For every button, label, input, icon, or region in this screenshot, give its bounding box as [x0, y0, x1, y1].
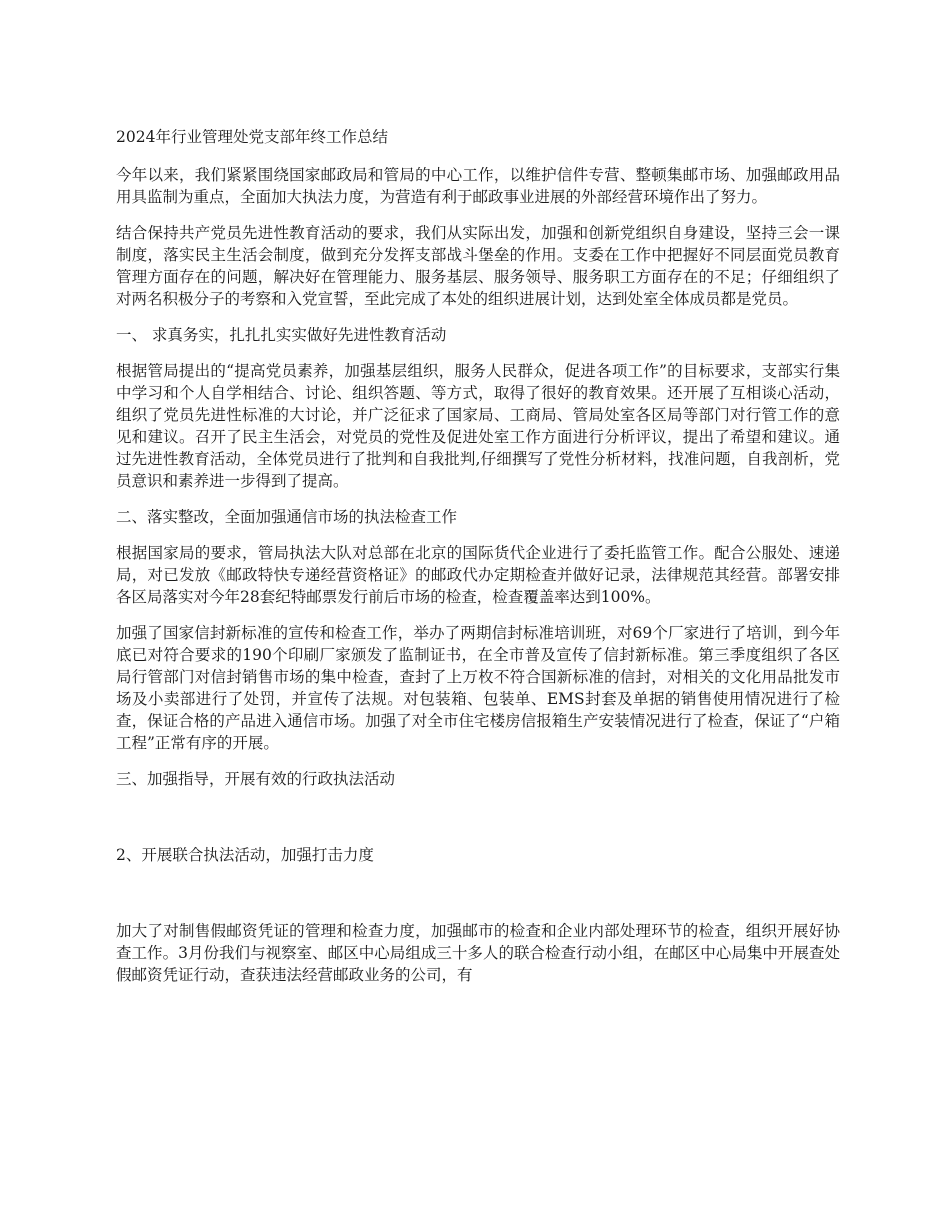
section-2-paragraph-2: 加强了国家信封新标准的宣传和检查工作，举办了两期信封标准培训班，对69个厂家进行了培训，到今年底已对符合要求的190个印刷厂家颁发了监制证书，在全市普及宣传了信封新标准。第三季度组织了各区局行管部门对信封销售市场的集中检查，查封了上万枚不符合国新标准的信封，对相关的文化用品批发市场及小卖部进行了处罚，并宣传了法规。对包装箱、包装单、EMS封套及单据的销售使用情况进行了检查，保证合格的产品进入通信市场。加强了对全市住宅楼房信报箱生产安装情况进行了检查，保证了“户箱工程”正常有序的开展。: [116, 624, 840, 752]
document-title: 2024年行业管理处党支部年终工作总结: [116, 128, 388, 146]
section-2-paragraph-1: 根据国家局的要求，管局执法大队对总部在北京的国际货代企业进行了委托监管工作。配合公服处、速递局，对已发放《邮政特快专递经营资格证》的邮政代办定期检查并做好记录，法律规范其经营。部署安排各区局落实对今年28套纪特邮票发行前后市场的检查，检查覆盖率达到100%。: [116, 544, 840, 606]
document-body: [116, 126, 840, 1000]
blank-spacer: [116, 804, 840, 844]
section-1-paragraph-1: 根据管局提出的“提高党员素养，加强基层组织，服务人民群众，促进各项工作”的目标要求，支部实行集中学习和个人自学相结合、讨论、组织答题、等方式，取得了很好的教育效果。还开展了互相谈心活动，组织了党员先进性标准的大讨论，并广泛征求了国家局、工商局、管局处室各区局等部门对行管工作的意见和建议。召开了民主生活会，对党员的党性及促进处室工作方面进行分析评议，提出了希望和建议。通过先进性教育活动，全体党员进行了批判和自我批判,仔细撰写了党性分析材料，找准问题，自我剖析，党员意识和素养进一步得到了提高。: [116, 362, 840, 490]
section-3-paragraph-1: 加大了对制售假邮资凭证的管理和检查力度，加强邮市的检查和企业内部处理环节的检查，组织开展好协查工作。3月份我们与视察室、邮区中心局组成三十多人的联合检查行动小组，在邮区中心局集中开展查处假邮资凭证行动，查获违法经营邮政业务的公司，有: [116, 922, 840, 984]
section-3-heading: 三、加强指导，开展有效的行政执法活动: [116, 770, 396, 788]
section-1-heading: 一、 求真务实，扎扎扎实实做好先进性教育活动: [116, 326, 447, 344]
blank-spacer: [116, 880, 840, 920]
section-2-heading: 二、落实整改，全面加强通信市场的执法检查工作: [116, 508, 458, 526]
intro-paragraph-1: 今年以来，我们紧紧围绕国家邮政局和管局的中心工作，以维护信件专营、整顿集邮市场、加强邮政用品用具监制为重点，全面加大执法力度，为营造有利于邮政事业进展的外部经营环境作出了努力。: [116, 166, 840, 206]
intro-paragraph-2: 结合保持共产党员先进性教育活动的要求，我们从实际出发，加强和创新党组织自身建设，坚持三会一课制度，落实民主生活会制度，做到充分发挥支部战斗堡垒的作用。支委在工作中把握好不同层面党员教育管理方面存在的问题，解决好在管理能力、服务基层、服务领导、服务职工方面存在的不足；仔细组织了对两名积极分子的考察和入党宣誓，至此完成了本处的组织进展计划，达到处室全体成员都是党员。: [116, 224, 840, 308]
section-3-subheading: 2、开展联合执法活动，加强打击力度: [116, 846, 374, 864]
